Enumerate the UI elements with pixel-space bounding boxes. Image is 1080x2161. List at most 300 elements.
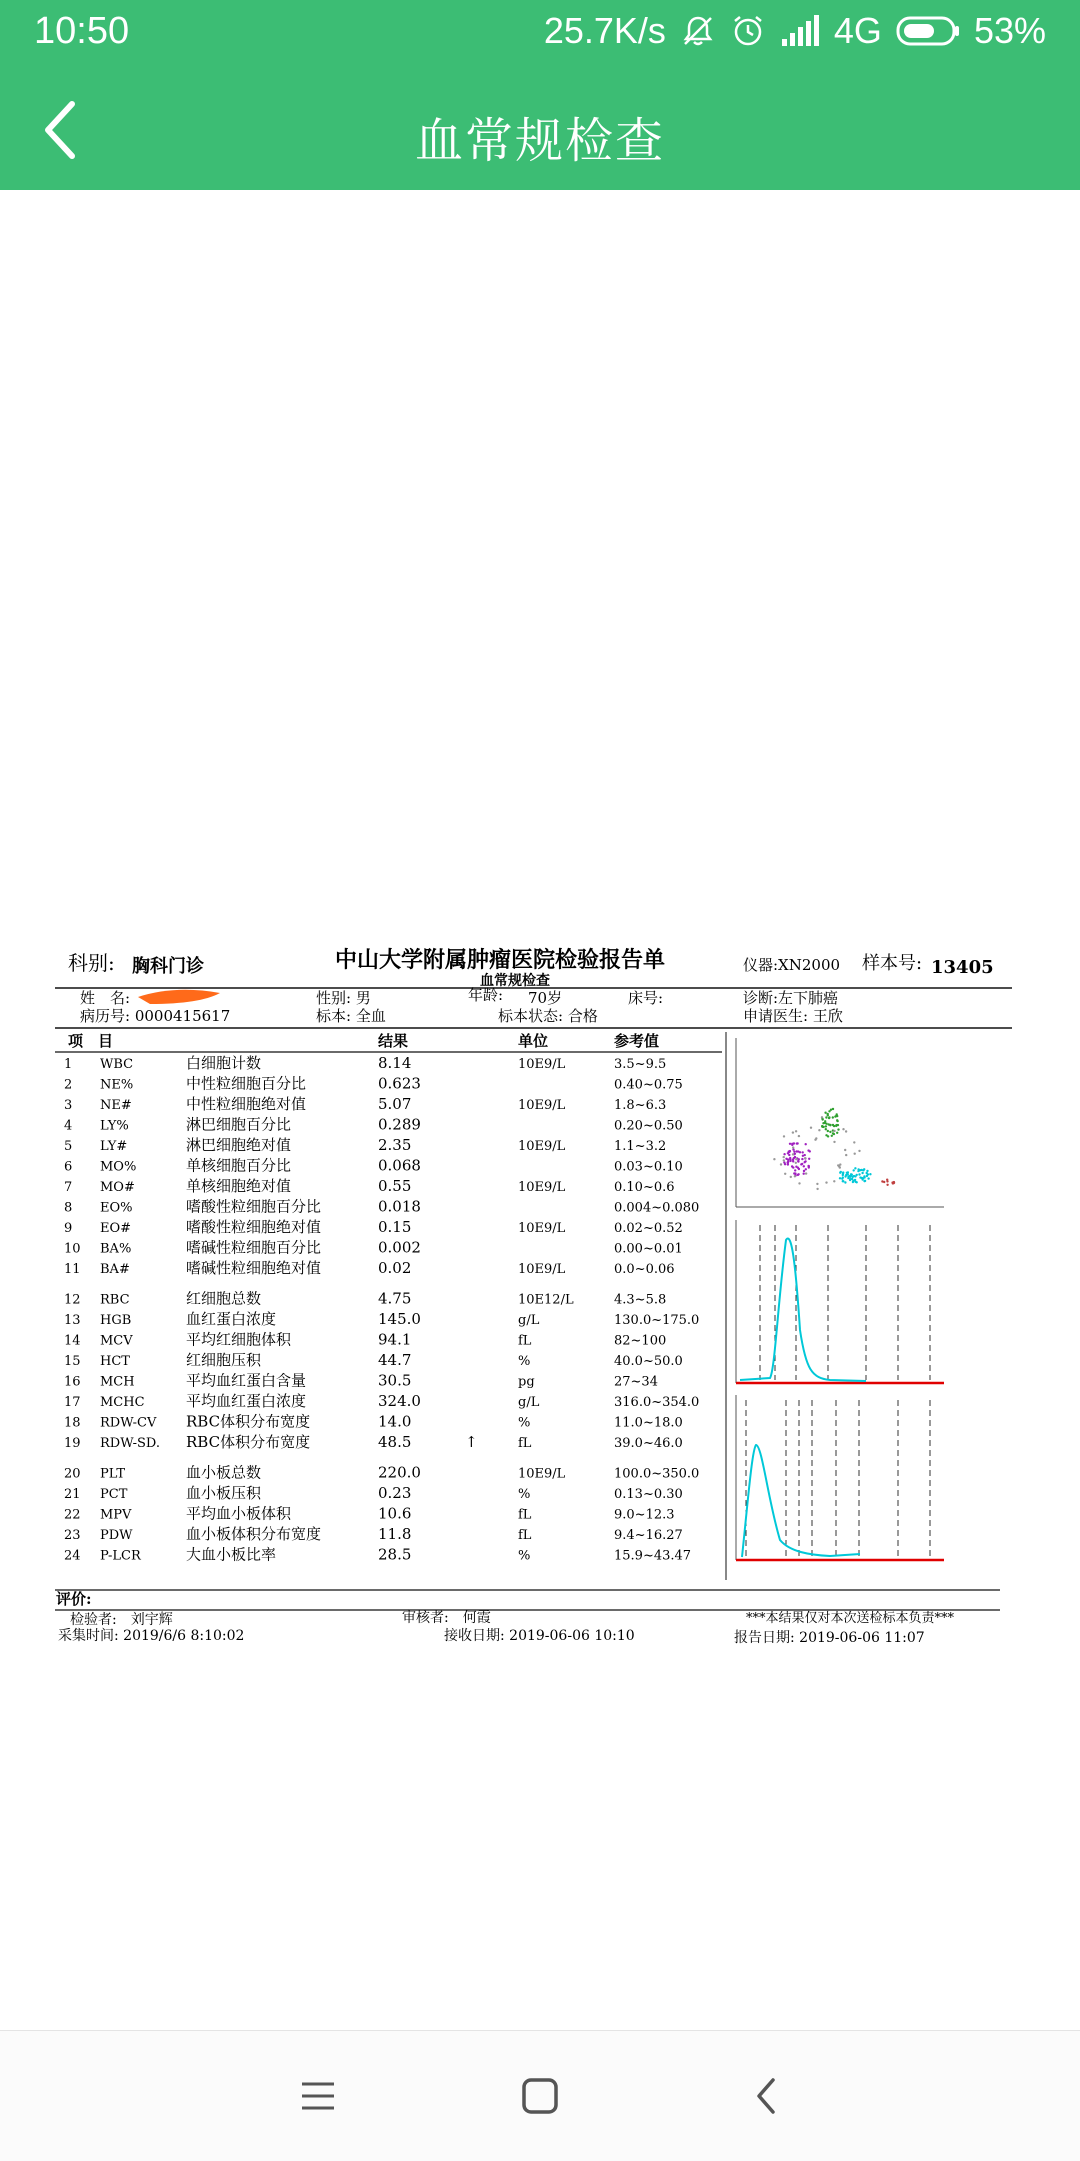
scatter-point-purple	[783, 1153, 785, 1155]
row-result: 0.018	[378, 1197, 421, 1216]
scatter-point-gray	[858, 1150, 860, 1152]
table-row	[64, 1413, 683, 1431]
scatter-point-purple	[783, 1161, 785, 1163]
scatter-point-gray	[839, 1163, 841, 1165]
scatter-point-gray	[792, 1146, 794, 1148]
table-row	[64, 1372, 658, 1390]
scatter-point-gray	[815, 1137, 817, 1139]
scatter-point-gray	[805, 1172, 807, 1174]
scatter-point-cyan	[844, 1175, 846, 1177]
row-code: MCH	[100, 1374, 135, 1390]
row-name: 单核细胞百分比	[186, 1156, 292, 1175]
scatter-point-purple	[804, 1154, 806, 1156]
row-code: PDW	[100, 1528, 133, 1543]
scatter-point-cyan	[854, 1167, 856, 1169]
scatter-point-green	[835, 1124, 837, 1126]
gender: 性别: 男	[316, 989, 371, 1007]
row-reference: 0.03~0.10	[614, 1159, 683, 1175]
row-result: 0.02	[378, 1259, 412, 1277]
row-number: 3	[64, 1098, 73, 1113]
row-name: RBC体积分布宽度	[186, 1433, 311, 1451]
row-code: RBC	[100, 1292, 130, 1308]
scatter-point-gray	[816, 1183, 818, 1185]
scatter-point-red	[886, 1184, 888, 1186]
row-result: 0.068	[378, 1156, 421, 1175]
row-code: EO%	[100, 1200, 133, 1216]
row-result: 4.75	[378, 1289, 412, 1308]
scatter-point-gray	[845, 1130, 847, 1132]
scatter-point-red	[886, 1179, 888, 1181]
plt-hist-curve	[742, 1445, 860, 1557]
row-reference: 3.5~9.5	[614, 1057, 667, 1072]
row-unit: 10E9/L	[518, 1098, 566, 1113]
row-reference: 0.13~0.30	[614, 1487, 683, 1502]
row-code: HCT	[100, 1354, 130, 1369]
content-area	[0, 190, 1080, 2030]
row-result: 0.289	[378, 1115, 421, 1134]
row-unit: 10E9/L	[518, 1139, 566, 1154]
scatter-point-gray	[795, 1162, 797, 1164]
battery-icon	[896, 15, 960, 47]
row-name: 红细胞压积	[186, 1351, 262, 1369]
row-code: HGB	[100, 1313, 132, 1328]
row-result: 2.35	[378, 1136, 412, 1154]
record-number: 病历号: 0000415617	[80, 1007, 231, 1025]
row-code: RDW-SD.	[100, 1436, 161, 1451]
row-number: 8	[64, 1200, 73, 1216]
status-bar	[0, 0, 1080, 70]
scatter-point-purple	[789, 1158, 791, 1160]
scatter-point-green	[821, 1125, 823, 1127]
back-triangle-icon	[749, 2076, 783, 2116]
sample-number: 13405	[931, 957, 994, 978]
scatter-point-green	[828, 1116, 830, 1118]
inspector: 检验者: 刘宇辉	[70, 1612, 173, 1628]
scatter-point-gray	[795, 1158, 797, 1160]
row-reference: 11.0~18.0	[614, 1415, 683, 1431]
row-reference: 15.9~43.47	[614, 1548, 692, 1564]
scatter-point-green	[832, 1116, 834, 1118]
row-reference: 0.004~0.080	[614, 1200, 700, 1216]
row-unit: pg	[518, 1374, 535, 1390]
scatter-point-gray	[804, 1157, 806, 1159]
row-result: 48.5	[378, 1433, 412, 1451]
row-reference: 40.0~50.0	[614, 1354, 683, 1369]
row-reference: 0.00~0.01	[614, 1241, 683, 1257]
row-name: 血红蛋白浓度	[186, 1310, 277, 1328]
col-reference: 参考值	[614, 1032, 660, 1050]
table-row	[64, 1075, 683, 1093]
row-name: 中性粒细胞百分比	[186, 1074, 307, 1093]
row-code: LY%	[100, 1118, 129, 1134]
table-row	[64, 1177, 675, 1195]
row-name: 平均血小板体积	[186, 1504, 292, 1523]
scatter-point-cyan	[859, 1169, 861, 1171]
table-row	[64, 1392, 699, 1410]
scatter-point-cyan	[854, 1175, 856, 1177]
row-result: 8.14	[378, 1054, 412, 1072]
scatter-point-gray	[773, 1158, 775, 1160]
scatter-point-gray	[833, 1180, 835, 1182]
row-unit: g/L	[518, 1395, 540, 1410]
scatter-point-green	[827, 1114, 829, 1116]
scatter-point-purple	[789, 1143, 791, 1145]
table-row	[64, 1136, 666, 1154]
mute-icon	[680, 13, 716, 49]
row-number: 14	[64, 1333, 81, 1349]
row-result: 0.002	[378, 1238, 421, 1257]
scatter-point-gray	[845, 1154, 847, 1156]
row-number: 17	[64, 1395, 81, 1410]
scatter-point-cyan	[851, 1174, 853, 1176]
scatter-point-gray	[810, 1127, 812, 1129]
row-code: BA%	[100, 1241, 132, 1257]
row-name: 嗜碱性粒细胞绝对值	[186, 1259, 322, 1277]
scatter-point-cyan	[844, 1181, 846, 1183]
scatter-point-purple	[788, 1154, 790, 1156]
row-code: MO%	[100, 1159, 137, 1175]
signal-icon	[780, 15, 820, 47]
row-unit: %	[518, 1548, 531, 1564]
row-result: 220.0	[378, 1463, 421, 1482]
alarm-icon	[730, 13, 766, 49]
scatter-point-red	[881, 1180, 883, 1182]
row-number: 18	[64, 1415, 81, 1431]
specimen-state: 标本状态: 合格	[498, 1007, 598, 1025]
row-reference: 1.1~3.2	[614, 1139, 667, 1154]
menu-button[interactable]	[288, 2066, 348, 2126]
scatter-point-cyan	[864, 1180, 866, 1182]
scatter-point-green	[829, 1124, 831, 1126]
row-code: MCHC	[100, 1395, 145, 1410]
table-row	[64, 1095, 666, 1113]
row-result: 10.6	[378, 1504, 412, 1523]
result-rows	[64, 1054, 699, 1564]
disclaimer: ***本结果仅对本次送检标本负责***	[746, 1611, 955, 1626]
row-code: LY#	[100, 1139, 128, 1154]
table-row	[64, 1310, 699, 1328]
scatter-point-gray	[780, 1163, 782, 1165]
scatter-point-cyan	[866, 1175, 868, 1177]
row-code: MPV	[100, 1507, 132, 1523]
scatter-point-gray	[853, 1141, 855, 1143]
row-unit: g/L	[518, 1313, 540, 1328]
table-row	[64, 1239, 683, 1257]
scatter-point-gray	[833, 1130, 835, 1132]
diagnosis: 诊断:左下肺癌	[743, 989, 839, 1007]
row-unit: fL	[518, 1333, 532, 1349]
scatter-point-cyan	[842, 1180, 844, 1182]
row-code: PCT	[100, 1487, 128, 1502]
row-number: 15	[64, 1354, 81, 1369]
evaluation-label: 评价:	[56, 1590, 92, 1608]
scatter-point-gray	[784, 1173, 786, 1175]
scatter-point-gray	[842, 1128, 844, 1130]
row-unit: 10E9/L	[518, 1221, 566, 1236]
scatter-point-purple	[808, 1158, 810, 1160]
scatter-point-cyan	[839, 1172, 841, 1174]
row-reference: 0.02~0.52	[614, 1221, 683, 1236]
scatter-point-green	[836, 1132, 838, 1134]
scatter-point-purple	[807, 1149, 809, 1151]
scatter-point-gray	[794, 1175, 796, 1177]
scatter-point-gray	[790, 1176, 792, 1178]
row-name: 血小板压积	[186, 1484, 262, 1502]
row-unit: %	[518, 1354, 531, 1369]
home-button[interactable]	[510, 2066, 570, 2126]
scatter-point-cyan	[842, 1174, 844, 1176]
scatter-point-gray	[798, 1135, 800, 1137]
scatter-point-gray	[825, 1181, 827, 1183]
scatter-point-green	[836, 1119, 838, 1121]
row-number: 16	[64, 1374, 81, 1390]
menu-icon	[298, 2079, 338, 2113]
row-code: EO#	[100, 1221, 132, 1236]
row-result: 0.23	[378, 1484, 412, 1502]
row-reference: 39.0~46.0	[614, 1436, 683, 1451]
bed-number: 床号:	[628, 989, 664, 1007]
instrument: 仪器:XN2000	[743, 956, 841, 974]
scatter-point-gray	[795, 1130, 797, 1132]
scatter-point-purple	[797, 1167, 799, 1169]
row-reference: 27~34	[614, 1374, 658, 1390]
scatter-point-gray	[816, 1188, 818, 1190]
row-code: MO#	[100, 1180, 135, 1195]
row-name: RBC体积分布宽度	[186, 1412, 311, 1431]
row-name: 中性粒细胞绝对值	[186, 1095, 307, 1113]
department-label: 科别:	[68, 951, 115, 975]
row-name: 淋巴细胞绝对值	[186, 1136, 292, 1154]
scatter-point-purple	[797, 1173, 799, 1175]
row-name: 红细胞总数	[186, 1289, 262, 1308]
scatter-point-cyan	[867, 1177, 869, 1179]
scatter-point-green	[824, 1112, 826, 1114]
row-result: 145.0	[378, 1310, 421, 1328]
col-item: 项 目	[68, 1032, 114, 1050]
status-right-group	[544, 10, 1046, 52]
age-label: 年龄:	[468, 986, 504, 1004]
table-row	[64, 1116, 683, 1134]
requesting-doctor: 申请医生: 王欣	[743, 1007, 843, 1025]
row-result: 0.623	[378, 1074, 421, 1093]
scatter-point-purple	[805, 1143, 807, 1145]
row-unit: 10E9/L	[518, 1262, 566, 1277]
scatter-point-green	[833, 1133, 835, 1135]
row-number: 9	[64, 1221, 73, 1236]
department-value: 胸科门诊	[132, 956, 204, 977]
scatter-point-cyan	[842, 1171, 844, 1173]
scatter-point-green	[825, 1128, 827, 1130]
scatter-point-gray	[783, 1156, 785, 1158]
net-speed: 25.7K/s	[543, 10, 666, 51]
name-label: 姓 名:	[80, 989, 131, 1007]
reviewer: 审核者: 何霞	[402, 1610, 491, 1626]
scatter-point-gray	[833, 1141, 835, 1143]
scatter-point-purple	[792, 1166, 794, 1168]
scatter-point-purple	[793, 1142, 795, 1144]
row-code: WBC	[100, 1057, 134, 1072]
table-row	[64, 1525, 683, 1543]
scatter-point-purple	[802, 1151, 804, 1153]
row-reference: 9.0~12.3	[614, 1507, 675, 1523]
row-unit: 10E9/L	[518, 1180, 566, 1195]
scatter-point-cyan	[858, 1173, 860, 1175]
scatter-point-gray	[844, 1149, 846, 1151]
row-reference: 1.8~6.3	[614, 1098, 667, 1113]
row-number: 20	[64, 1466, 81, 1482]
row-reference: 0.0~0.06	[614, 1262, 675, 1277]
age-value: 70岁	[528, 989, 563, 1007]
row-result: 28.5	[378, 1545, 412, 1564]
report-image[interactable]	[0, 940, 1080, 1660]
row-name: 平均血红蛋白浓度	[186, 1392, 307, 1410]
row-name: 嗜碱性粒细胞百分比	[186, 1238, 322, 1257]
scatter-point-gray	[792, 1131, 794, 1133]
table-row	[64, 1464, 699, 1482]
scatter-point-gray	[792, 1153, 794, 1155]
row-code: NE#	[100, 1098, 132, 1113]
row-reference: 0.40~0.75	[614, 1077, 683, 1093]
scatter-point-purple	[794, 1169, 796, 1171]
scatter-point-purple	[797, 1150, 799, 1152]
row-unit: %	[518, 1487, 531, 1502]
row-number: 1	[64, 1057, 73, 1072]
row-result: 324.0	[378, 1392, 421, 1410]
table-row	[64, 1198, 699, 1216]
row-unit: fL	[518, 1436, 532, 1451]
row-name: 血小板体积分布宽度	[186, 1525, 322, 1543]
table-row	[64, 1259, 675, 1277]
network-type: 4G	[833, 10, 882, 51]
scatter-point-purple	[793, 1157, 795, 1159]
row-name: 平均红细胞体积	[186, 1330, 292, 1349]
scatter-point-purple	[803, 1165, 805, 1167]
row-reference: 0.10~0.6	[614, 1180, 675, 1195]
report-time: 报告日期: 2019-06-06 11:07	[734, 1630, 925, 1646]
table-row	[64, 1433, 683, 1451]
row-number: 2	[64, 1077, 73, 1093]
scatter-point-cyan	[869, 1173, 871, 1175]
row-code: PLT	[100, 1466, 125, 1482]
row-code: RDW-CV	[100, 1415, 157, 1431]
system-back-button[interactable]	[736, 2066, 796, 2126]
scatter-point-gray	[854, 1153, 856, 1155]
scatter-point-red	[892, 1182, 894, 1184]
row-unit: 10E9/L	[518, 1466, 566, 1482]
scatter-point-green	[825, 1123, 827, 1125]
row-number: 12	[64, 1292, 81, 1308]
row-number: 22	[64, 1507, 81, 1523]
row-reference: 9.4~16.27	[614, 1528, 683, 1543]
row-reference: 100.0~350.0	[614, 1466, 700, 1482]
row-number: 24	[64, 1548, 81, 1564]
scatter-point-cyan	[847, 1171, 849, 1173]
scatter-point-purple	[803, 1170, 805, 1172]
scatter-point-green	[825, 1125, 827, 1127]
scatter-point-cyan	[839, 1177, 841, 1179]
row-reference: 82~100	[614, 1333, 667, 1349]
scatter-point-green	[827, 1135, 829, 1137]
table-row	[64, 1351, 683, 1369]
row-number: 10	[64, 1241, 81, 1257]
row-name: 单核细胞绝对值	[186, 1177, 292, 1195]
row-flag: ↑	[465, 1433, 478, 1451]
scatter-point-gray	[821, 1116, 823, 1118]
row-reference: 4.3~5.8	[614, 1292, 667, 1308]
receive-time: 接收日期: 2019-06-06 10:10	[444, 1628, 635, 1644]
scatter-point-cyan	[861, 1172, 863, 1174]
row-code: NE%	[100, 1077, 134, 1093]
scatter-point-cyan	[854, 1181, 856, 1183]
rbc-hist-curve	[740, 1238, 866, 1381]
scatter-point-purple	[792, 1160, 794, 1162]
row-number: 7	[64, 1180, 73, 1195]
row-result: 94.1	[378, 1330, 412, 1349]
hospital-title: 中山大学附属肿瘤医院检验报告单	[335, 947, 666, 973]
row-name: 嗜酸性粒细胞百分比	[186, 1197, 322, 1216]
table-row	[64, 1546, 691, 1564]
scatter-point-green	[833, 1125, 835, 1127]
row-name: 大血小板比率	[186, 1545, 277, 1564]
scatter-point-cyan	[853, 1169, 855, 1171]
scatter-point-gray	[783, 1159, 785, 1161]
scatter-point-purple	[796, 1142, 798, 1144]
scatter-point-purple	[808, 1166, 810, 1168]
table-row	[64, 1157, 683, 1175]
scatter-point-gray	[783, 1135, 785, 1137]
row-name: 血小板总数	[186, 1463, 262, 1482]
scatter-point-green	[829, 1131, 831, 1133]
row-number: 4	[64, 1118, 73, 1134]
row-unit: fL	[518, 1528, 532, 1543]
scatter-point-green	[831, 1135, 833, 1137]
battery-percent: 53%	[973, 10, 1046, 51]
row-result: 14.0	[378, 1412, 412, 1431]
scatter-point-cyan	[863, 1175, 865, 1177]
scatter-point-cyan	[849, 1179, 851, 1181]
row-unit: 10E9/L	[518, 1057, 566, 1072]
redacted-name-mark	[138, 990, 220, 1004]
navigation-bar	[0, 2030, 1080, 2161]
table-row	[64, 1331, 666, 1349]
status-time: 10:50	[34, 10, 130, 52]
collect-time: 采集时间: 2019/6/6 8:10:02	[58, 1628, 245, 1644]
table-row	[64, 1290, 666, 1308]
scatter-point-green	[827, 1130, 829, 1132]
row-result: 0.55	[378, 1177, 412, 1195]
row-reference: 130.0~175.0	[614, 1313, 700, 1328]
specimen: 标本: 全血	[316, 1007, 386, 1025]
scatter-point-cyan	[866, 1170, 868, 1172]
row-reference: 316.0~354.0	[614, 1395, 700, 1410]
table-row	[64, 1218, 683, 1236]
table-row	[64, 1505, 675, 1523]
scatter-point-cyan	[859, 1176, 861, 1178]
app-bar	[0, 70, 1080, 190]
row-number: 6	[64, 1159, 73, 1175]
scatter-point-purple	[803, 1173, 805, 1175]
scatter-point-purple	[805, 1168, 807, 1170]
scatter-point-cyan	[852, 1181, 854, 1183]
graph-panel	[736, 1038, 944, 1560]
row-code: P-LCR	[100, 1548, 141, 1564]
row-code: BA#	[100, 1262, 130, 1277]
scatter-point-purple	[801, 1158, 803, 1160]
scatter-point-purple	[793, 1151, 795, 1153]
scatter-point-purple	[788, 1150, 790, 1152]
scatter-point-green	[825, 1116, 827, 1118]
row-name: 淋巴细胞百分比	[186, 1115, 292, 1134]
